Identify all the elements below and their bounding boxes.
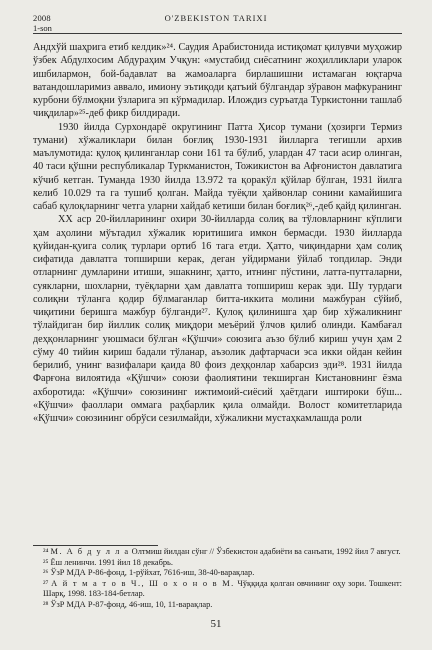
footnote-number: ²⁴	[43, 547, 49, 556]
footnote-number: ²⁵	[43, 557, 49, 567]
page-number: 51	[210, 618, 222, 630]
footnotes	[33, 547, 402, 611]
footnote-27	[33, 579, 402, 600]
footnote-text: Олтмиш йилдан сўнг // Ўзбекистон адабиёти ва санъати, 1992 йил 7 август.	[131, 547, 401, 556]
footnote-text: ЎзР МДА Р-87-фонд, 46-иш, 10, 11-варақлар.	[50, 599, 213, 609]
footnote-author: М. А б д у л л а	[50, 547, 130, 556]
footnote-text: ЎзР МДА Р-86-фонд, 1-рўйхат, 7616-иш, 38-40-варақлар.	[50, 568, 255, 578]
paragraph-1: Андхўй шаҳрига етиб келдик»²⁴. Саудия Арабистонида истиқомат қилувчи муҳожир ўзбек Абдулхосим Абдураҳим Учқун: «мустабид сиёсатнинг жоҳилликлари уларок ишбилармон, бой-бадавлат ва жамоаларга бирлашишни истамаган юқтарча ватандошларимиз аввало, имиону эътиқоди қатъий бўлгандар зўравон мафкуранинг курбони бўлмоқни ўзларига эп кўрмадилар. Илождиз суръатда Туркистонни ташлаб чиқдилар»²⁵-деб фикр билдиради.	[33, 42, 402, 120]
footnote-text: Ёш ленинчи. 1991 йил 18 декабрь.	[50, 557, 173, 567]
footnote-25	[33, 558, 402, 569]
header-issue: 1-son	[33, 23, 52, 33]
footnote-divider	[33, 545, 158, 546]
footnote-text: Чўққида қолган овчининг оҳу зори. Тошкент: Шарқ, 1998. 183-184-бетлар.	[43, 578, 403, 599]
paragraph-3: XX аср 20-йилларининг охири 30-йилларда солиқ ва тўловларнинг кўплиги ҳам аҳолини мўътадил хўжалик юритишига имкон бермасди. 1930 йилларда қуйидан-қуига солиқ турлари ортиб 16 тага етди. Ҳатто, чиқиндарни ҳам солиқ сифатида давлатга топширши керак, деган уйдирмани ўйлаб топдилар. Энди отларнинг думларини итиши, эшакнинг, ҳатто, итнинг пўстини, латта-путталарни, суякларни, шохларни, туёқларни ҳам давлатга топшириш керак эди. Шу турдаги солиқни тўланга қодир бўлмаганлар битта-иккита молини мажбуран сўйиб, чиқитини беришга мажбур бўлганди²⁷. Қулоқ қилинишга ҳар бир хўжаликнинг тўлайдиган бир йиллик солиқ миқдори меъёрий ўлчов қилиб олинди. Камбағал деҳқонларнинг уюшмаси бўлган «Қўшчи» союзига аъзо бўлиб кириш учун ҳам 2 сўму 40 тийин кириш бадали тўланар, аъзолик дафтарчаси эса икки ойдан кейин берилиб, унинг вазифалари қаида 80 фоиз деҳқонлар хабарсиз эди²⁸. 1931 йилда Фарғона вилоятида «Қўшчи» союзи фаолиятини текширган Кистановнинг ёзма ахборотида: «Қўшчи» союзининг ижтимоий-сиёсий ҳаётдаги иштироки бўш... «Қўшчи» фаоллари оммага раҳбарлик қила олмайди. Волост комитетларида «Қўшчи» союзининг обрўси сезилмайди, хўжаликни мустаҳкамлашда роли	[33, 214, 402, 424]
footnote-number: ²⁶	[43, 568, 49, 578]
footnote-24	[33, 547, 402, 558]
article-body	[33, 41, 402, 425]
header-year: 2008	[33, 13, 51, 23]
journal-title: O'ZBEKISTON TARIXI	[164, 13, 268, 23]
footnote-number: ²⁸	[43, 599, 49, 609]
footnote-28	[33, 600, 402, 611]
footnote-26	[33, 568, 402, 579]
footnote-author: А й т м а т о в Ч., Ш о х о н о в М.	[51, 578, 235, 588]
paragraph-2: 1930 йилда Сурхондарё округининг Патта Ҳисор тумани (ҳозирги Термиз тумани) хўжаликлари билан боғлиқ 1930-1931 йилларга тегишли архив маълумотида: қулоқ қилинганлар сони 161 та бўлиб, улардан 47 таси асир олинган, 40 таси қўшни республикалар Туркманистон, Тожикистон ва Афғонистон давлатига кўчиб кетган. Туманда 1930 йилда 13.972 та қоракўл қўйлар бўлган, 1931 йилга келиб 10.029 та га тушиб қолган. Майда туёқли ҳайвонлар сонини камайишига сабаб қулоқларнинг четга уларни хайдаб кетиши билан боғлиқ²⁶,-деб қайд қилинган.	[33, 121, 402, 212]
footnote-number: ²⁷	[43, 578, 49, 588]
header-divider	[33, 33, 402, 34]
